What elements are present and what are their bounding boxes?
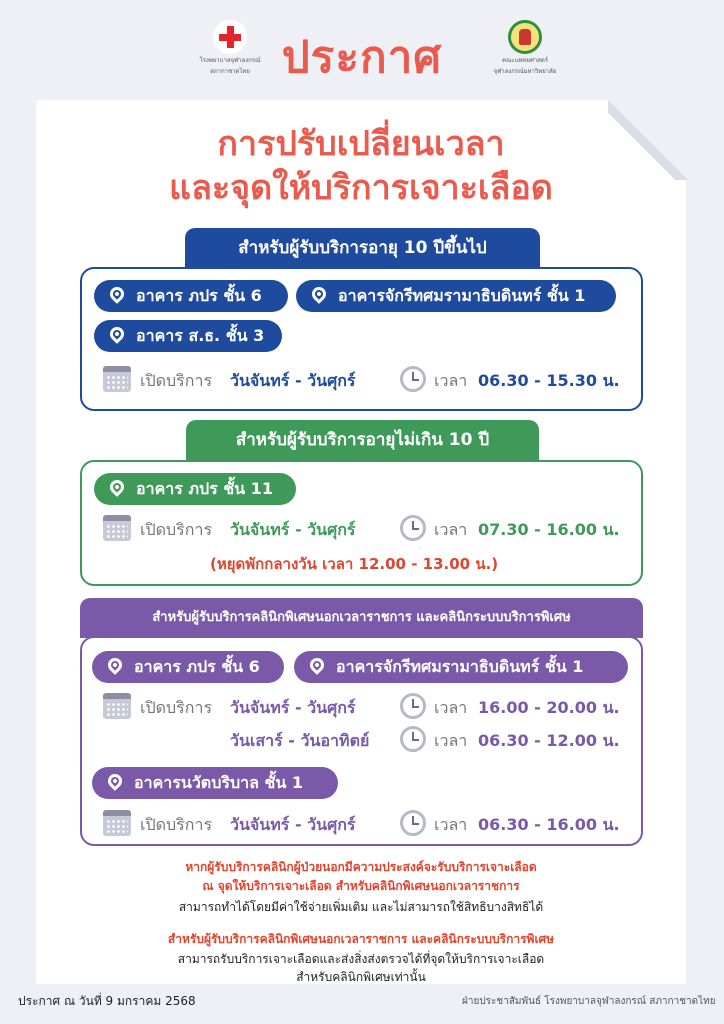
lunch-break-note: (หยุดพักกลางวัน เวลา 12.00 - 13.00 น.) [210,555,499,573]
faculty-logo-caption-2: จุฬาลงกรณ์มหาวิทยาลัย [493,68,557,75]
header [0,0,724,100]
time-label: เวลา [434,731,468,750]
time-label: เวลา [434,698,468,717]
location-pill [294,651,628,683]
section-special-clinic-tab: สำหรับผู้รับบริการคลินิกพิเศษนอกเวลาราชการ และคลินิกระบบบริการพิเศษ [80,598,643,638]
location-label: อาคาร ส.ธ. ชั้น 3 [136,326,265,345]
note-black-3: สำหรับคลินิกพิเศษเท่านั้น [296,970,426,984]
note-red-1: หากผู้รับบริการคลินิกผู้ป่วยนอกมีความประสงค์จะรับบริการเจาะเลือด [185,860,537,874]
faculty-logo [470,20,580,76]
location-pill [92,651,284,683]
section-age-10-plus-tab: สำหรับผู้รับบริการอายุ 10 ปีขึ้นไป [185,228,540,268]
headline-line-1: การปรับเปลี่ยนเวลา [217,124,505,164]
calendar-icon [103,366,131,392]
service-time: 06.30 - 15.30 น. [478,371,620,390]
location-pin-icon [105,655,125,675]
location-label: อาคารจักรีทศมรามาธิบดินทร์ ชั้น 1 [336,657,584,676]
service-time: 06.30 - 12.00 น. [478,731,620,750]
open-label: เปิดบริการ [140,520,213,539]
location-pill [94,280,288,312]
location-label: อาคาร ภปร ชั้น 6 [134,657,260,676]
service-days: วันจันทร์ - วันศุกร์ [230,698,356,717]
clock-icon [400,810,426,836]
location-pin-icon [309,284,329,304]
location-pin-icon [107,477,127,497]
service-days: วันเสาร์ - วันอาทิตย์ [230,731,370,750]
open-label: เปิดบริการ [140,815,213,834]
location-label: อาคารจักรีทศมรามาธิบดินทร์ ชั้น 1 [338,286,586,305]
note-black-2: สามารถรับบริการเจาะเลือดและส่งสิ่งส่งตรวจได้ที่จุดให้บริการเจาะเลือด [177,952,545,966]
clock-icon [400,515,426,541]
calendar-icon [103,515,131,541]
location-pill [92,767,338,799]
time-label: เวลา [434,520,468,539]
location-label: อาคารนวัตบริบาล ชั้น 1 [134,773,303,792]
service-time: 06.30 - 16.00 น. [478,815,620,834]
time-label: เวลา [434,371,468,390]
location-pin-icon [307,655,327,675]
location-pill [94,473,296,505]
location-pin-icon [107,324,127,344]
location-pin-icon [107,284,127,304]
clock-icon [400,693,426,719]
headline-line-2: และจุดให้บริการเจาะเลือด [169,168,553,208]
time-label: เวลา [434,815,468,834]
note-red-3: สำหรับผู้รับบริการคลินิกพิเศษนอกเวลาราชการ และคลินิกระบบบริการพิเศษ [167,932,555,946]
location-label: อาคาร ภปร ชั้น 11 [136,479,273,498]
clock-icon [400,726,426,752]
note-black-1: สามารถทำได้โดยมีค่าใช้จ่ายเพิ่มเติม และไม่สามารถใช้สิทธิบางสิทธิได้ [178,900,544,914]
location-label: อาคาร ภปร ชั้น 6 [136,286,262,305]
location-pill [296,280,616,312]
service-days: วันจันทร์ - วันศุกร์ [230,520,356,539]
location-pin-icon [105,771,125,791]
clock-icon [400,366,426,392]
page-title: ประกาศ [281,32,443,83]
open-label: เปิดบริการ [140,698,213,717]
service-days: วันจันทร์ - วันศุกร์ [230,815,356,834]
red-cross-icon [213,20,247,54]
location-pill [94,320,282,352]
faculty-seal-icon [508,20,542,54]
calendar-icon [103,693,131,719]
open-label: เปิดบริการ [140,371,213,390]
note-red-2: ณ จุดให้บริการเจาะเลือด สำหรับคลินิกพิเศษนอกเวลาราชการ [202,879,520,893]
service-days: วันจันทร์ - วันศุกร์ [230,371,356,390]
footer-credit: ฝ่ายประชาสัมพันธ์ โรงพยาบาลจุฬาลงกรณ์ สภากาชาดไทย [462,996,716,1007]
section-under-10-tab: สำหรับผู้รับบริการอายุไม่เกิน 10 ปี [186,420,539,460]
announcement-date: ประกาศ ณ วันที่ 9 มกราคม 2568 [18,994,196,1008]
hospital-logo-caption-1: โรงพยาบาลจุฬาลงกรณ์ [199,57,261,64]
calendar-icon [103,810,131,836]
faculty-logo-caption-1: คณะแพทยศาสตร์ [501,57,549,64]
service-time: 16.00 - 20.00 น. [478,698,620,717]
hospital-logo-caption-2: สภากาชาดไทย [210,68,250,75]
service-time: 07.30 - 16.00 น. [478,520,620,539]
